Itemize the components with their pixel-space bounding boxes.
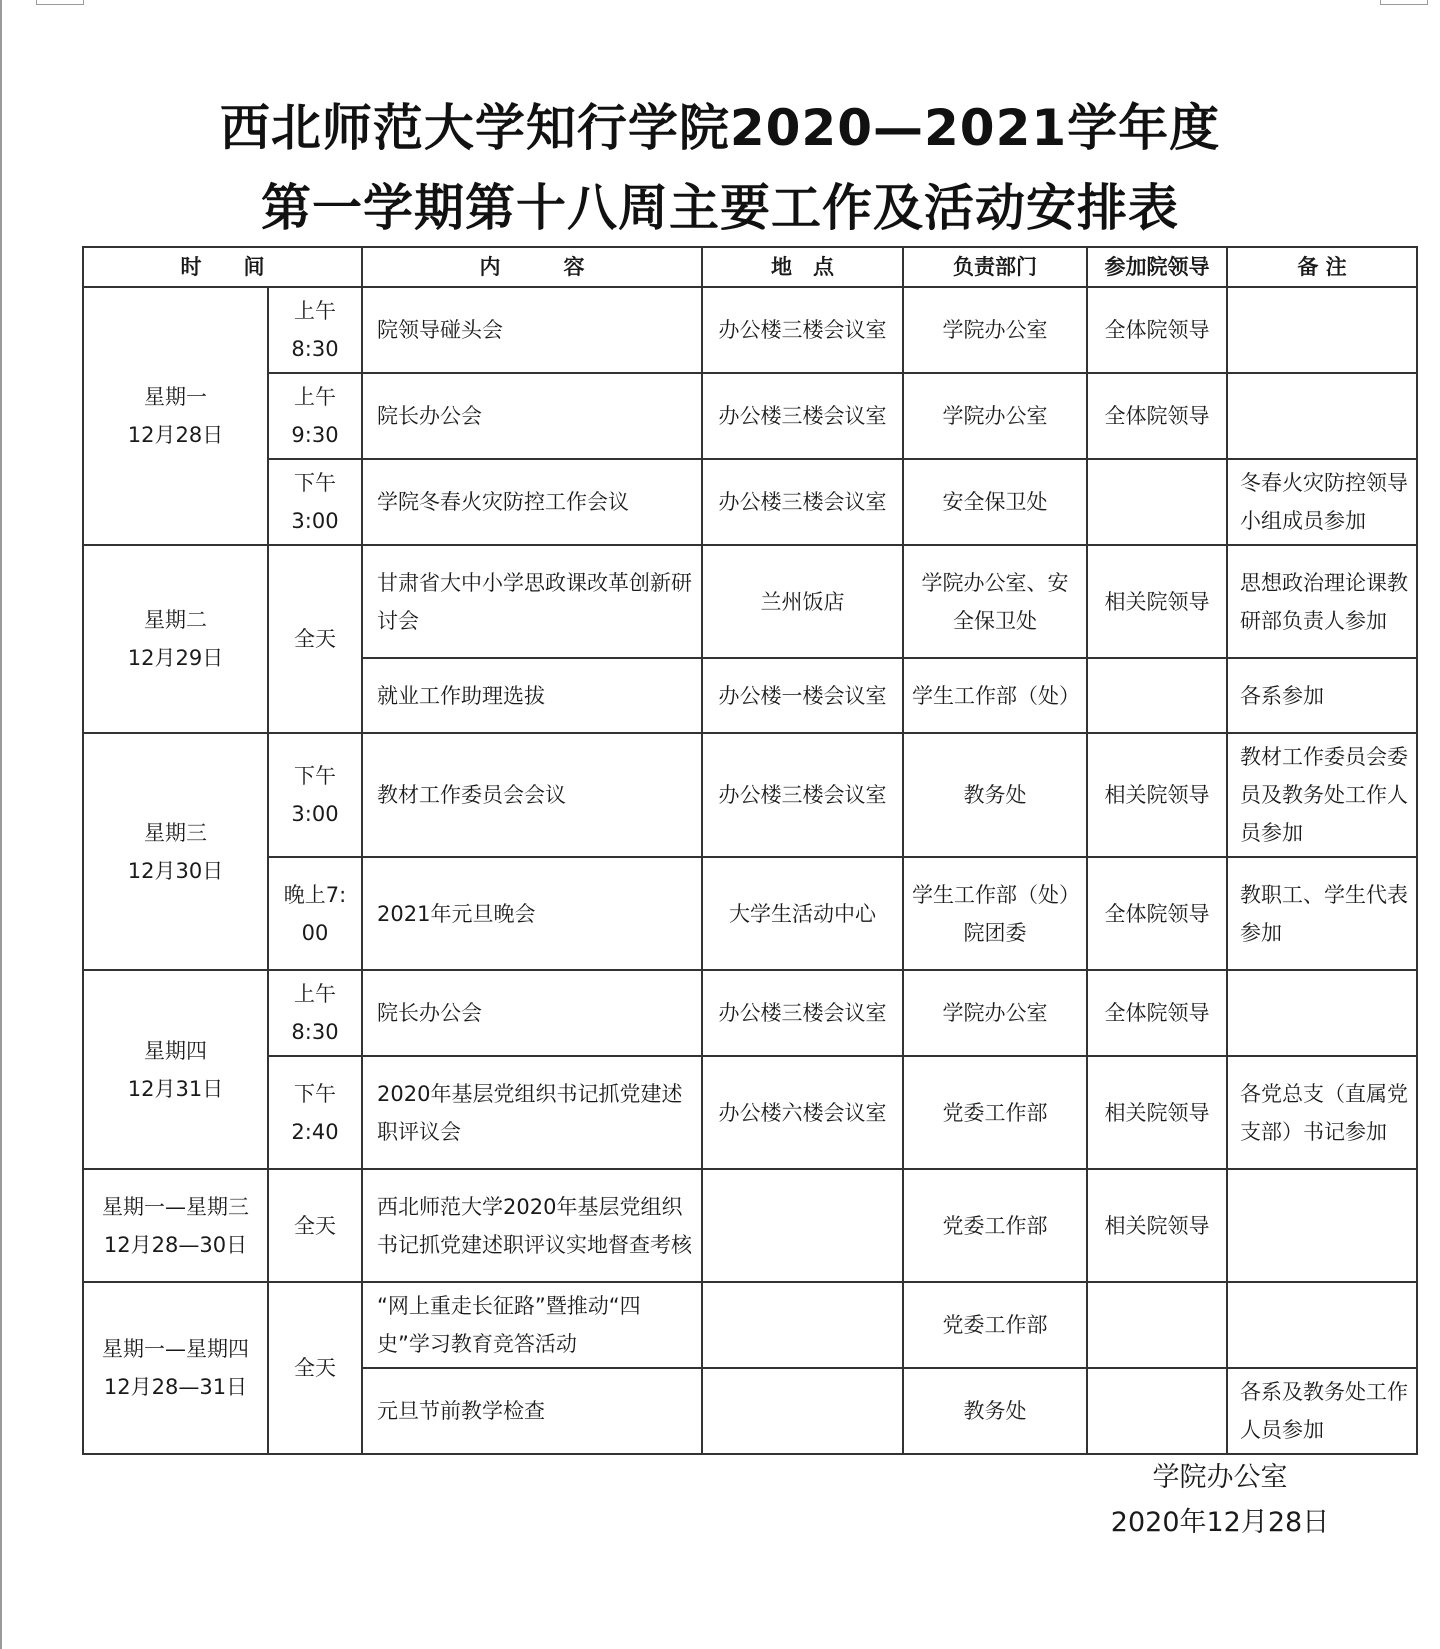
note-cell: [1227, 1169, 1417, 1282]
header-content: 内 容: [362, 247, 702, 287]
note-cell: 冬春火灾防控领导小组成员参加: [1227, 459, 1417, 545]
time: 3:00: [291, 509, 339, 533]
note-cell: 思想政治理论课教研部负责人参加: [1227, 545, 1417, 658]
content-cell: 院领导碰头会: [362, 287, 702, 373]
day-cell: [83, 1282, 268, 1454]
place-cell: 办公楼三楼会议室: [702, 733, 903, 857]
time-cell: [268, 1056, 362, 1169]
time: 9:30: [291, 423, 339, 447]
dept-cell: 学院办公室、安全保卫处: [903, 545, 1087, 658]
time-cell: [268, 733, 362, 857]
day-cell: [83, 970, 268, 1169]
content-cell: 教材工作委员会会议: [362, 733, 702, 857]
dept-cell: 党委工作部: [903, 1282, 1087, 1368]
time: 3:00: [291, 802, 339, 826]
dept-cell: [903, 857, 1087, 970]
content-cell: 甘肃省大中小学思政课改革创新研讨会: [362, 545, 702, 658]
table-row: [83, 545, 1417, 658]
date: 12月28日: [127, 423, 224, 447]
table-row: [83, 1169, 1417, 1282]
leader-cell: 全体院领导: [1087, 857, 1227, 970]
leader-cell: 全体院领导: [1087, 287, 1227, 373]
content-cell: 2021年元旦晚会: [362, 857, 702, 970]
leader-cell: [1087, 1368, 1227, 1454]
signature-date: 2020年12月28日: [1110, 1507, 1330, 1538]
period: 上午: [294, 982, 336, 1006]
time-cell: 全天: [268, 545, 362, 733]
note-cell: 各党总支（直属党支部）书记参加: [1227, 1056, 1417, 1169]
time-cell: [268, 287, 362, 373]
place-cell: 办公楼三楼会议室: [702, 970, 903, 1056]
table-row: [83, 970, 1417, 1056]
dept-cell: 学生工作部（处）: [903, 658, 1087, 733]
content-cell: 院长办公会: [362, 373, 702, 459]
date: 12月31日: [127, 1076, 224, 1101]
weekday: 星期二: [144, 608, 207, 632]
dept-line: 院团委: [963, 920, 1027, 945]
place-cell: [702, 1169, 903, 1282]
note-cell: 各系及教务处工作人员参加: [1227, 1368, 1417, 1454]
time: 8:30: [291, 1020, 339, 1044]
time-cell: 全天: [268, 1282, 362, 1454]
leader-cell: [1087, 658, 1227, 733]
weekday: 星期一—星期四: [102, 1337, 249, 1361]
header-time: 时 间: [83, 247, 362, 287]
place-cell: 办公楼一楼会议室: [702, 658, 903, 733]
place-cell: 办公楼三楼会议室: [702, 373, 903, 459]
time-cell: [268, 857, 362, 970]
page-edge: [0, 0, 2, 1649]
table-row: [83, 1282, 1417, 1368]
place-cell: [702, 1282, 903, 1368]
note-cell: [1227, 970, 1417, 1056]
content-cell: 2020年基层党组织书记抓党建述职评议会: [362, 1056, 702, 1169]
table-row: [83, 373, 1417, 459]
time-cell: [268, 970, 362, 1056]
content-cell: 学院冬春火灾防控工作会议: [362, 459, 702, 545]
period: 上午: [294, 299, 336, 323]
dept-cell: 党委工作部: [903, 1056, 1087, 1169]
place-cell: 兰州饭店: [702, 545, 903, 658]
note-cell: [1227, 1282, 1417, 1368]
day-cell: [83, 1169, 268, 1282]
header-place: 地 点: [702, 247, 903, 287]
note-cell: 教职工、学生代表参加: [1227, 857, 1417, 970]
time: 8:30: [291, 337, 339, 361]
table-row: [83, 857, 1417, 970]
weekday: 星期一—星期三: [102, 1194, 249, 1219]
table-row: [83, 287, 1417, 373]
date: 12月28—30日: [103, 1232, 248, 1257]
day-cell: [83, 287, 268, 545]
period: 晚上7:: [283, 882, 347, 907]
header-dept: 负责部门: [903, 247, 1087, 287]
day-cell: [83, 545, 268, 733]
dept-line: 学生工作部（处）: [912, 882, 1080, 907]
content-cell: “网上重走长征路”暨推动“四史”学习教育竞答活动: [362, 1282, 702, 1368]
leader-cell: 相关院领导: [1087, 1056, 1227, 1169]
dept-cell: 教务处: [903, 1368, 1087, 1454]
page-title-line2: 第一学期第十八周主要工作及活动安排表: [261, 179, 1179, 237]
day-cell: [83, 733, 268, 970]
date: 12月30日: [127, 858, 224, 883]
table-row: [83, 459, 1417, 545]
weekday: 星期四: [144, 1038, 207, 1063]
signature-office: 学院办公室: [1152, 1462, 1288, 1493]
page-title-line1: 西北师范大学知行学院2020—2021学年度: [219, 99, 1221, 157]
leader-cell: [1087, 459, 1227, 545]
period: 下午: [294, 471, 336, 495]
leader-cell: 全体院领导: [1087, 373, 1227, 459]
dept-cell: 学院办公室: [903, 287, 1087, 373]
period: 上午: [294, 385, 336, 409]
leader-cell: 相关院领导: [1087, 1169, 1227, 1282]
place-cell: 大学生活动中心: [702, 857, 903, 970]
note-cell: [1227, 287, 1417, 373]
leader-cell: 相关院领导: [1087, 545, 1227, 658]
corner-mark-left: [36, 0, 84, 5]
schedule-table: [82, 246, 1418, 1455]
dept-cell: 学院办公室: [903, 373, 1087, 459]
dept-cell: 教务处: [903, 733, 1087, 857]
content-cell: 就业工作助理选拔: [362, 658, 702, 733]
content-cell: 元旦节前教学检查: [362, 1368, 702, 1454]
header-leader: 参加院领导: [1087, 247, 1227, 287]
note-cell: [1227, 373, 1417, 459]
place-cell: 办公楼三楼会议室: [702, 459, 903, 545]
leader-cell: 相关院领导: [1087, 733, 1227, 857]
time: 00: [301, 920, 329, 945]
period: 下午: [294, 764, 336, 788]
place-cell: 办公楼六楼会议室: [702, 1056, 903, 1169]
leader-cell: 全体院领导: [1087, 970, 1227, 1056]
place-cell: 办公楼三楼会议室: [702, 287, 903, 373]
table-row: [83, 1056, 1417, 1169]
time: 2:40: [291, 1119, 339, 1144]
dept-cell: 安全保卫处: [903, 459, 1087, 545]
note-cell: 教材工作委员会委员及教务处工作人员参加: [1227, 733, 1417, 857]
time-cell: [268, 459, 362, 545]
corner-mark-right: [1380, 0, 1428, 5]
weekday: 星期三: [144, 820, 207, 845]
dept-cell: 党委工作部: [903, 1169, 1087, 1282]
leader-cell: [1087, 1282, 1227, 1368]
table-row: [83, 733, 1417, 857]
time-cell: 全天: [268, 1169, 362, 1282]
date: 12月28—31日: [103, 1375, 248, 1399]
period: 下午: [294, 1081, 336, 1106]
note-cell: 各系参加: [1227, 658, 1417, 733]
place-cell: [702, 1368, 903, 1454]
content-cell: 院长办公会: [362, 970, 702, 1056]
time-cell: [268, 373, 362, 459]
header-row: [83, 247, 1417, 287]
weekday: 星期一: [144, 385, 207, 409]
date: 12月29日: [127, 646, 224, 670]
dept-cell: 学院办公室: [903, 970, 1087, 1056]
content-cell: 西北师范大学2020年基层党组织书记抓党建述职评议实地督查考核: [362, 1169, 702, 1282]
header-note: 备 注: [1227, 247, 1417, 287]
